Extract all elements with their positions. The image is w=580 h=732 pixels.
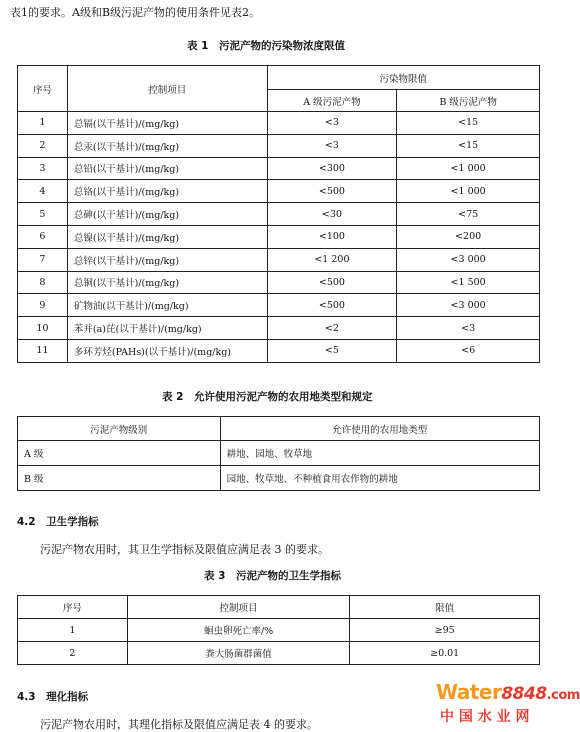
table1-a: <1 200 [267,248,397,271]
table1-b: <6 [397,339,540,362]
table-row [18,441,540,466]
table1-head-limit: 污染物限值 [267,66,539,90]
table3-head-limit: 限值 [350,596,540,619]
table1-no: 2 [18,134,68,157]
table1-a: <3 [267,134,397,157]
table-row [18,225,540,248]
table2-head-grade: 污泥产物级别 [18,417,221,441]
table3-limit: ≥0.01 [350,642,540,665]
table1-no: 5 [18,203,68,226]
table1-b: <15 [397,112,540,135]
table2-type: 园地、牧草地、不种植食用农作物的耕地 [220,466,539,491]
table1 [17,65,540,363]
table-row [18,466,540,491]
table1-a: <500 [267,294,397,317]
table1-caption: 表 1 污泥产物的污染物浓度限值 [187,40,345,52]
table2-caption: 表 2 允许使用污泥产物的农用地类型和规定 [162,391,373,403]
table1-b: <3 000 [397,294,540,317]
table3-item: 蛔虫卵死亡率/% [127,619,350,642]
section-4-3-heading: 4.3 理化指标 [17,691,89,703]
table1-b: <75 [397,203,540,226]
table1-item: 总汞(以干基计)/(mg/kg) [67,134,267,157]
table1-b: <1 500 [397,271,540,294]
watermark-logo [436,680,580,704]
table1-a: <3 [267,112,397,135]
intro-text: 表1的要求。A级和B级污泥产物的使用条件见表2。 [10,6,261,19]
table1-no: 4 [18,180,68,203]
table3-caption: 表 3 污泥产物的卫生学指标 [204,570,341,582]
table-row [18,339,540,362]
table1-item: 矿物油(以干基计)/(mg/kg) [67,294,267,317]
table2-grade: B 级 [18,466,221,491]
table1-item: 苯并(a)芘(以干基计)/(mg/kg) [67,317,267,340]
table1-no: 8 [18,271,68,294]
table3-limit: ≥95 [350,619,540,642]
table1-head-item: 控制项目 [67,66,267,112]
table1-item: 总砷(以干基计)/(mg/kg) [67,203,267,226]
table1-no: 6 [18,225,68,248]
section-4-3-text: 污泥产物农用时，其理化指标及限值应满足表 4 的要求。 [40,718,318,731]
table1-head-no: 序号 [18,66,68,112]
table1-b: <3 000 [397,248,540,271]
section-4-2-heading: 4.2 卫生学指标 [17,516,99,528]
table-row [18,157,540,180]
table-row [18,134,540,157]
table1-no: 7 [18,248,68,271]
table1-no: 10 [18,317,68,340]
table1-b: <3 [397,317,540,340]
table1-a: <100 [267,225,397,248]
table-row [18,203,540,226]
table1-no: 3 [18,157,68,180]
table-row [18,271,540,294]
table1-b: <200 [397,225,540,248]
table-row [18,248,540,271]
table3-head-no: 序号 [18,596,128,619]
watermark-brand-b: 8848 [501,684,547,704]
table1-a: <2 [267,317,397,340]
table1-a: <30 [267,203,397,226]
table2 [17,416,540,491]
table1-b: <15 [397,134,540,157]
table1-item: 多环芳烃(PAHs)(以干基计)/(mg/kg) [67,339,267,362]
table3 [17,595,540,665]
table1-no: 11 [18,339,68,362]
table1-item: 总铬(以干基计)/(mg/kg) [67,180,267,203]
watermark-brand-a: Water [436,680,502,704]
table1-no: 1 [18,112,68,135]
table1-item: 总镍(以干基计)/(mg/kg) [67,225,267,248]
table1-item: 总镉(以干基计)/(mg/kg) [67,112,267,135]
table1-a: <5 [267,339,397,362]
table3-no: 2 [18,642,128,665]
table1-item: 总铜(以干基计)/(mg/kg) [67,271,267,294]
table2-grade: A 级 [18,441,221,466]
table1-a: <500 [267,180,397,203]
table1-no: 9 [18,294,68,317]
table-row [18,180,540,203]
watermark-cn: 中 国 水 业 网 [440,709,530,725]
table1-b: <1 000 [397,180,540,203]
table3-head-item: 控制项目 [127,596,350,619]
table-row [18,294,540,317]
table-row [18,642,540,665]
section-4-2-text: 污泥产物农用时，其卫生学指标及限值应满足表 3 的要求。 [40,543,329,556]
table1-head-a: A 级污泥产物 [267,90,397,112]
table-row [18,317,540,340]
table1-item: 总锌(以干基计)/(mg/kg) [67,248,267,271]
watermark-brand-c: .com [546,688,580,703]
table-row [18,112,540,135]
table2-type: 耕地、园地、牧草地 [220,441,539,466]
table1-a: <500 [267,271,397,294]
table3-no: 1 [18,619,128,642]
table1-item: 总铅(以干基计)/(mg/kg) [67,157,267,180]
table1-b: <1 000 [397,157,540,180]
table2-head-type: 允许使用的农用地类型 [220,417,539,441]
table1-a: <300 [267,157,397,180]
table-row [18,619,540,642]
table3-item: 粪大肠菌群菌值 [127,642,350,665]
table1-head-b: B 级污泥产物 [397,90,540,112]
